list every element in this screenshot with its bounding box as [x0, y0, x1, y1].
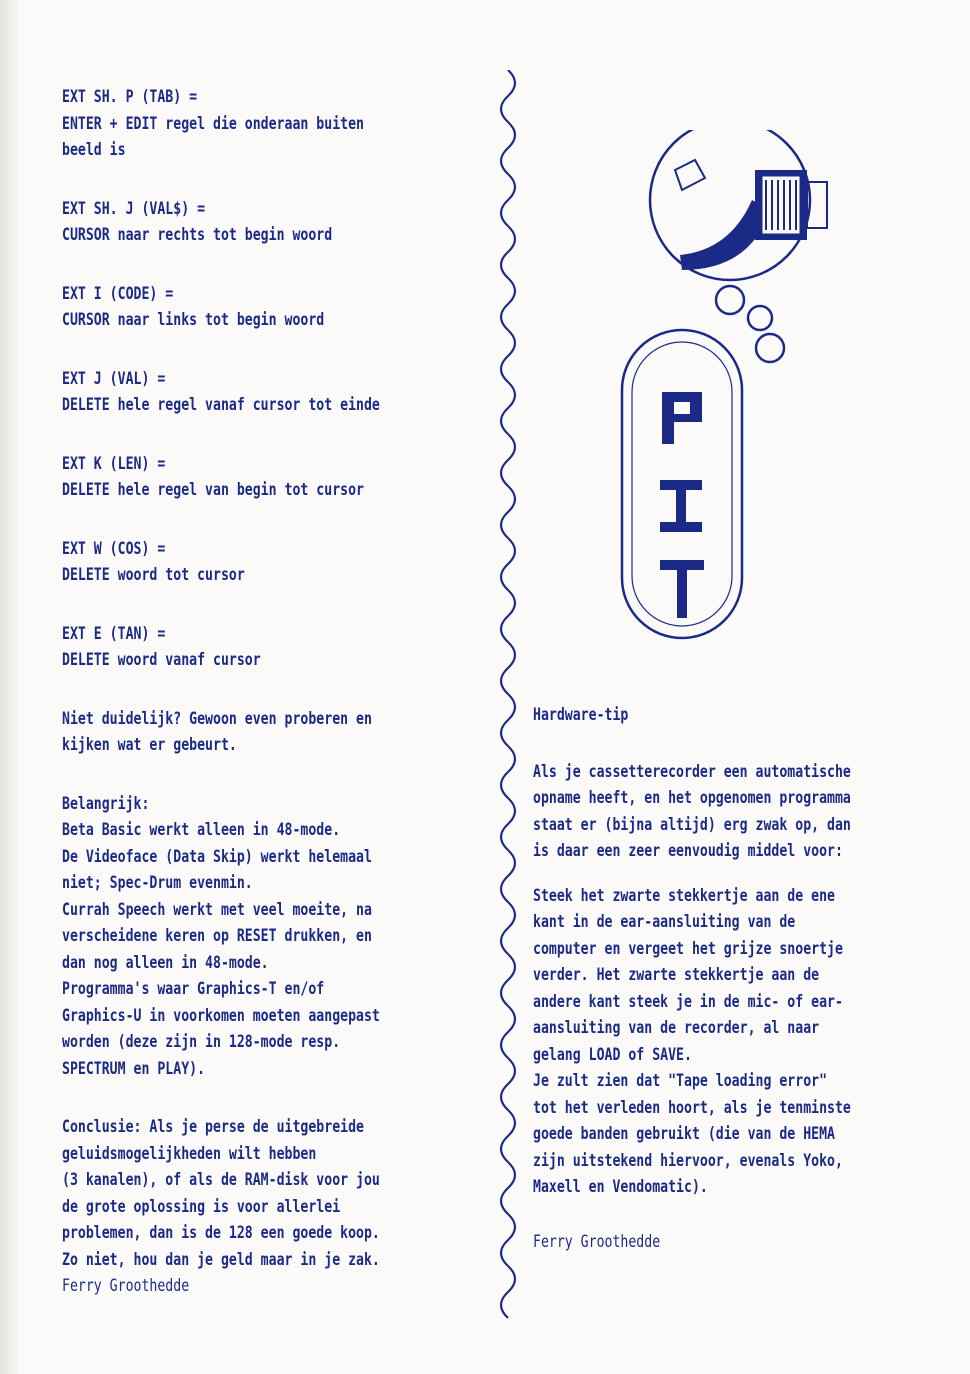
text-line: EXT SH. J (VAL$) =: [62, 198, 206, 218]
text-line: geluidsmogelijkheden wilt hebben: [62, 1143, 317, 1163]
text-line: gelang LOAD of SAVE.: [533, 1044, 692, 1064]
text-line: niet; Spec-Drum evenmin.: [62, 873, 253, 892]
text-line: DELETE hele regel vanaf cursor tot einde: [62, 395, 380, 414]
text-line: de grote oplossing is voor allerlei: [62, 1196, 341, 1216]
right-paragraph: [533, 883, 851, 1201]
signature: Ferry Groothedde: [62, 1276, 190, 1295]
text-line: Beta Basic werkt alleen in 48-mode.: [62, 820, 341, 839]
text-line: Programma's waar Graphics-T en/of: [62, 979, 325, 998]
text-line: DELETE woord vanaf cursor: [62, 650, 261, 669]
left-paragraph: [62, 536, 380, 589]
text-line: dan nog alleen in 48-mode.: [62, 952, 269, 972]
text-line: problemen, dan is de 128 een goede koop.: [62, 1223, 380, 1242]
left-paragraph: [62, 366, 380, 419]
signature: Ferry Groothedde: [533, 1231, 661, 1251]
text-line: EXT I (CODE) =: [62, 283, 174, 303]
text-line: EXT K (LEN) =: [62, 453, 166, 473]
text-line: Conclusie: Als je perse de uitgebreide: [62, 1117, 364, 1136]
page-edge: [0, 0, 18, 1374]
text-line: ENTER + EDIT regel die onderaan buiten: [62, 113, 364, 133]
text-line: CURSOR naar links tot begin woord: [62, 310, 325, 329]
left-paragraph: [62, 196, 380, 249]
text-line: zijn uitstekend hiervoor, evenals Yoko,: [533, 1150, 843, 1170]
text-line: beeld is: [62, 140, 126, 159]
text-line: Je zult zien dat "Tape loading error": [533, 1071, 828, 1090]
right-column: [533, 702, 851, 1255]
text-line: DELETE hele regel van begin tot cursor: [62, 480, 364, 499]
text-line: SPECTRUM en PLAY).: [62, 1058, 206, 1078]
left-paragraph: [62, 451, 380, 504]
text-line: tot het verleden hoort, als je tenminste: [533, 1097, 851, 1117]
text-line: Zo niet, hou dan je geld maar in je zak.: [62, 1249, 380, 1269]
text-line: Hardware-tip: [533, 705, 629, 724]
text-line: computer en vergeet het grijze snoertje: [533, 938, 843, 958]
right-paragraph: [533, 702, 851, 729]
left-paragraph: [62, 84, 380, 164]
text-line: (3 kanalen), of als de RAM-disk voor jou: [62, 1170, 380, 1189]
text-line: EXT SH. P (TAB) =: [62, 87, 198, 106]
text-line: andere kant steek je in de mic- of ear-: [533, 991, 843, 1011]
text-line: De Videoface (Data Skip) werkt helemaal: [62, 846, 372, 866]
text-line: Currah Speech werkt met veel moeite, na: [62, 899, 372, 919]
text-line: Steek het zwarte stekkertje aan de ene: [533, 885, 835, 905]
text-line: opname heeft, en het opgenomen programma: [533, 788, 851, 807]
text-line: verder. Het zwarte stekkertje aan de: [533, 965, 820, 984]
text-line: CURSOR naar rechts tot begin woord: [62, 225, 333, 244]
plug-icon: [675, 160, 827, 270]
left-column: [62, 84, 380, 1300]
right-paragraph: [533, 759, 851, 865]
text-line: Maxell en Vendomatic).: [533, 1177, 708, 1196]
text-line: kant in de ear-aansluiting van de: [533, 912, 796, 931]
tip-letters: [660, 392, 704, 618]
text-line: EXT W (COS) =: [62, 538, 166, 558]
text-line: EXT E (TAN) =: [62, 623, 166, 643]
text-line: kijken wat er gebeurt.: [62, 735, 237, 754]
left-paragraph: [62, 281, 380, 334]
text-line: staat er (bijna altijd) erg zwak op, dan: [533, 814, 851, 834]
text-line: worden (deze zijn in 128-mode resp.: [62, 1032, 341, 1051]
text-line: goede banden gebruikt (die van de HEMA: [533, 1124, 835, 1143]
text-line: verscheidene keren op RESET drukken, en: [62, 926, 372, 945]
text-line: is daar een zeer eenvoudig middel voor:: [533, 841, 843, 860]
text-line: EXT J (VAL) =: [62, 368, 166, 388]
wavy-divider: [478, 70, 538, 1320]
text-line: Als je cassetterecorder een automatische: [533, 761, 851, 781]
left-paragraph: [62, 1114, 380, 1300]
text-line: DELETE woord tot cursor: [62, 565, 245, 584]
text-line: Niet duidelijk? Gewoon even proberen en: [62, 708, 372, 728]
text-line: Graphics-U in voorkomen moeten aangepast: [62, 1005, 380, 1025]
text-line: aansluiting van de recorder, al naar: [533, 1018, 820, 1037]
left-paragraph: [62, 621, 380, 674]
text-line: Belangrijk:: [62, 793, 150, 813]
tip-logo-illustration: [620, 130, 920, 650]
left-paragraph: [62, 706, 380, 759]
left-paragraph: [62, 791, 380, 1083]
